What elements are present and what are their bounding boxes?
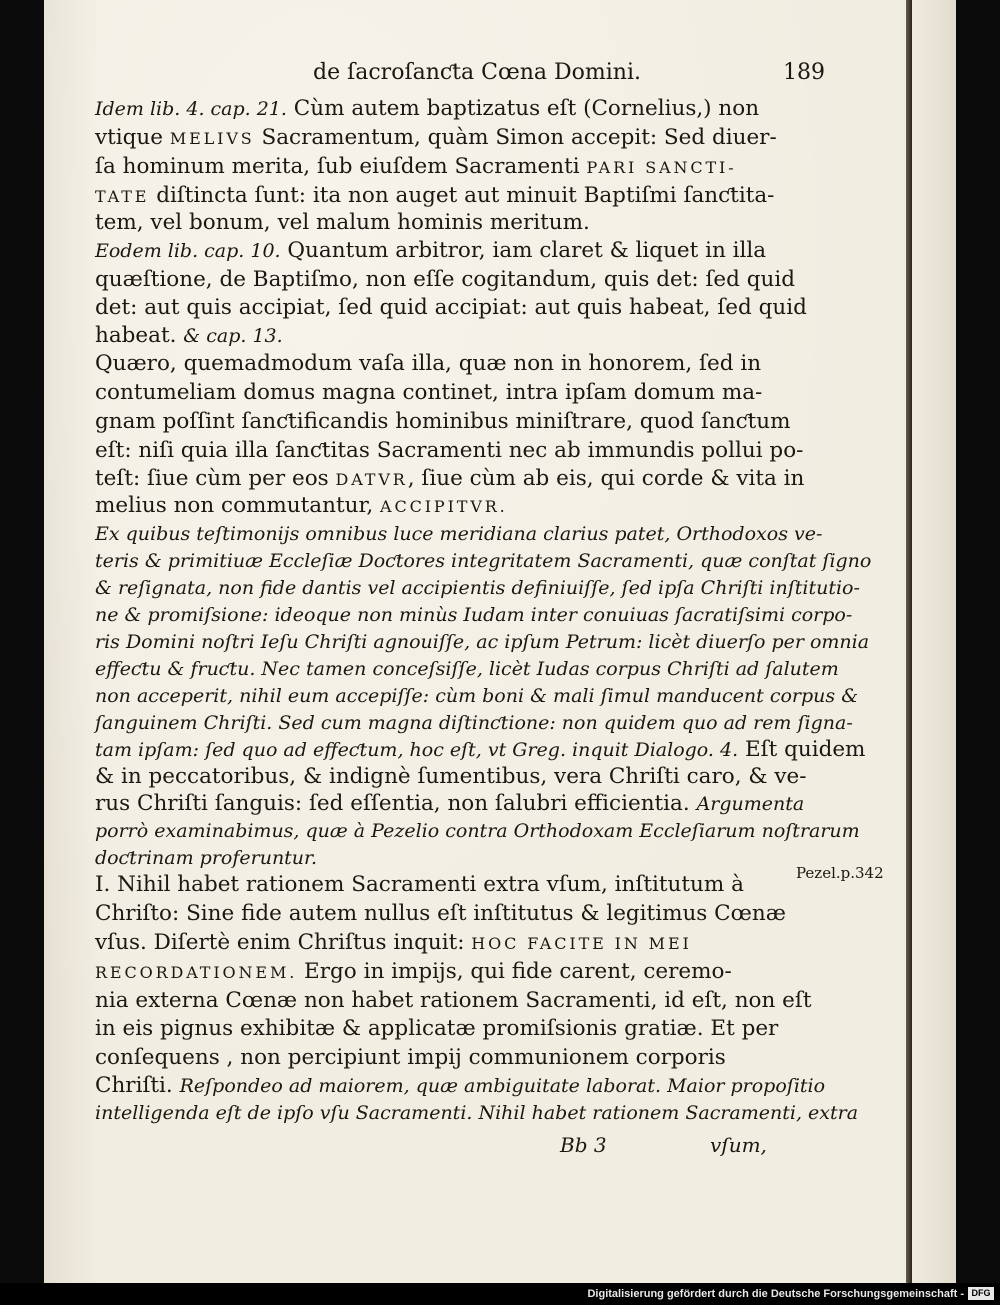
text-line [95,409,791,435]
text-line [95,764,806,790]
text-line [95,295,807,321]
text-span: tam ipſam: ſed quo ad effeƈtum, hoc eſt, vt Greg. inquit Dialogo. 4. [95,739,739,761]
text-line [95,238,766,264]
text-line [95,901,786,927]
text-line [95,1016,778,1042]
text-span: habeat. [95,323,184,348]
text-span: Reſpondeo ad maiorem, quæ ambiguitate laborat. Maior propoſitio [179,1075,826,1097]
text-line [95,629,869,655]
text-span: ſa hominum merita, ſub eiuſdem Sacramenti [95,154,587,179]
text-line [95,493,508,520]
text-span: ACCIPITVR. [380,497,508,516]
text-span: rus Chriſti ſanguis: ſed eſſentia, non ſalubri efficientia. [95,791,697,816]
text-span: MELIVS [169,129,255,148]
text-line [95,438,803,464]
text-span: melius non commutantur, [95,493,381,518]
text-line [95,959,732,986]
text-span: gnam poſſint ſanƈtificandis hominibus miniſtrare, quod ſanƈtum [95,409,791,434]
text-span: Idem lib. 4. cap. 21. [95,98,287,120]
text-span: nia externa Cœnæ non habet rationem Sacramenti, id eſt, non eſt [95,988,812,1013]
text-line [95,125,777,152]
footer-bar [0,1283,1000,1305]
text-line [95,1045,726,1071]
catchword: vſum, [710,1133,767,1157]
text-line [95,1073,825,1099]
text-span: Chriſti. [95,1073,180,1098]
text-line [95,845,317,871]
text-line [95,210,590,236]
text-span: PARI SANCTI- [586,158,737,177]
text-span: Eſt quidem [738,737,866,762]
text-span: teſt: ſiue cùm per eos [95,466,336,491]
text-span: conſequens , non percipiunt impij communionem corporis [95,1045,726,1070]
page-number: 189 [783,60,825,85]
text-span: det: aut quis accipiat, ſed quid accipiat: aut quis habeat, ſed quid [95,295,807,320]
text-span: ne & promiſsione: ideoque non minùs Iudam inter conuiuas ſacratiſsimi corpo- [95,604,853,626]
text-span: Cùm autem baptizatus eſt (Cornelius,) non [286,96,760,121]
text-span: contumeliam domus magna continet, intra ipſam domum ma- [95,380,763,405]
text-span: & cap. 13. [183,325,283,347]
funding-credit: Digitalisierung gefördert durch die Deutsche Forschungsgemeinschaft - [587,1288,964,1300]
text-line [95,710,853,736]
text-line [95,818,860,844]
text-span: Argumenta [696,793,805,815]
text-span: ris Domini noſtri Ieſu Chriſti agnouiſſe, ac ipſum Petrum: licèt diuerſo per omnia [95,631,870,653]
margin-note: Pezel.p.342 [796,864,884,882]
text-span: , ſiue cùm ab eis, qui corde & vita in [407,466,805,491]
text-span: doƈtrinam proferuntur. [95,847,318,869]
text-span: eſt: niſi quia illa ſanƈtitas Sacramenti nec ab immundis pollui po- [95,438,804,463]
text-span: teris & primitiuæ Eccleſiæ Doƈtores integritatem Sacramenti, quæ conſtat ſigno [95,550,872,572]
text-span: intelligenda eſt de ipſo vſu Sacramenti. Nihil habet rationem Sacramenti, extra [95,1102,859,1124]
text-span: I. Nihil habet rationem Sacramenti extra vſum, inſtitutum à [95,872,744,897]
text-span: vtique [95,125,170,150]
book-page [44,0,956,1283]
text-span: Ex quibus teſtimonijs omnibus luce meridiana clarius patet, Orthodoxos ve- [95,523,823,545]
text-span: vſus. Diſertè enim Chriſtus inquit: [95,930,472,955]
text-line [95,351,761,377]
text-span: in eis pignus exhibitæ & applicatæ promiſsionis gratiæ. Et per [95,1016,779,1041]
text-line [95,548,871,574]
text-span: effeƈtu & fruƈtu. Nec tamen conceſsiſſe, licèt Iudas corpus Chriſti ad ſalutem [95,658,839,680]
text-line [95,656,839,682]
signature-mark: Bb 3 [560,1133,607,1157]
text-span: Sacramentum, quàm Simon accepit: Sed diuer- [254,125,777,150]
text-span: RECORDATIONEM. [95,963,298,982]
text-line [95,683,858,709]
text-span: & reſignata, non fide dantis vel accipientis definiuiſſe, ſed ipſa Chriſti inſtitutio- [95,577,860,599]
text-line [95,930,692,957]
text-line [95,791,804,817]
text-span: DATVR [335,470,408,489]
text-line [95,267,795,293]
text-span: non acceperit, nihil eum accepiſſe: cùm boni & mali ſimul manducent corpus & [95,685,859,707]
page-edge-shadow [906,0,912,1283]
text-line [95,96,759,122]
text-line [95,602,852,628]
text-span: Quæro, quemadmodum vaſa illa, quæ non in honorem, ſed in [95,351,762,376]
text-span: tem, vel bonum, vel malum hominis meritum. [95,210,590,235]
running-header: de ſacroſanƈta Cœna Domini. [313,60,641,85]
text-span: Eodem lib. cap. 10. [95,240,281,262]
text-line [95,380,762,406]
text-line [95,183,774,210]
text-line [95,737,865,763]
text-span: diſtincta ſunt: ita non auget aut minuit Baptiſmi ſanƈtita- [149,183,775,208]
text-line [95,988,812,1014]
text-span: Ergo in impijs, qui fide carent, ceremo- [297,959,732,984]
text-line [95,1100,858,1126]
text-span: TATE [95,187,150,206]
text-line [95,575,860,601]
text-span: Chriſto: Sine fide autem nullus eſt inſtitutus & legitimus Cœnæ [95,901,786,926]
text-span: porrò examinabimus, quæ à Pezelio contra Orthodoxam Eccleſiarum noſtrarum [95,820,860,842]
text-span: Quantum arbitror, iam claret & liquet in illa [280,238,767,263]
text-line [95,154,737,181]
text-line [95,466,804,493]
text-line [95,872,744,898]
text-line [95,323,283,349]
text-span: HOC FACITE IN MEI [471,934,692,953]
text-span: & in peccatoribus, & indignè ſumentibus, vera Chriſti caro, & ve- [95,764,807,789]
text-span: ſanguinem Chriſti. Sed cum magna diſtinƈtione: non quidem quo ad rem ſigna- [95,712,853,734]
dfg-logo: DFG [968,1287,994,1300]
text-line [95,521,822,547]
text-span: quæſtione, de Baptiſmo, non eſſe cogitandum, quis det: ſed quid [95,267,795,292]
